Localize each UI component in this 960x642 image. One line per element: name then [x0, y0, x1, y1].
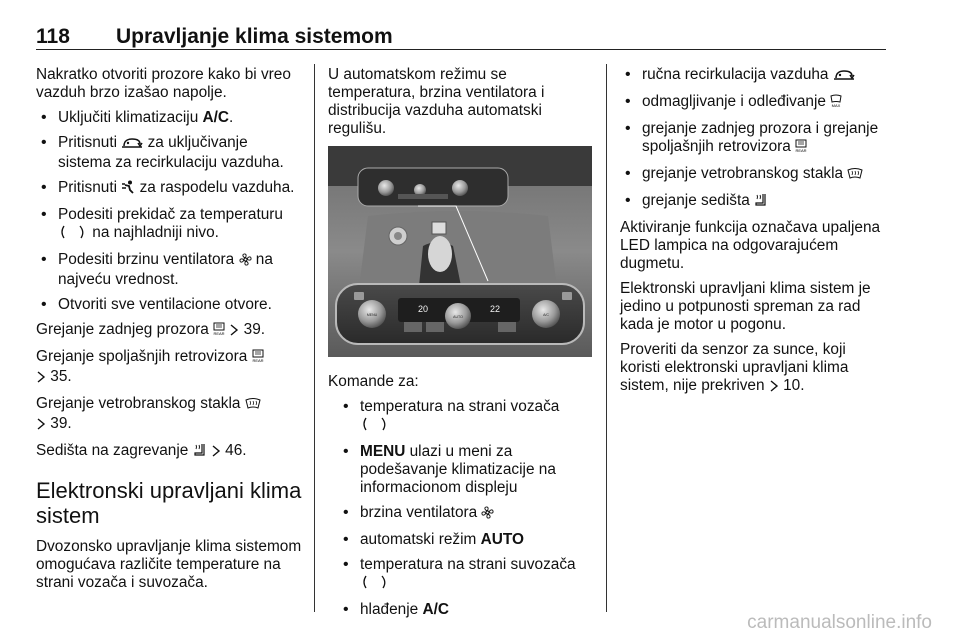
- recirculation-icon: [833, 68, 855, 86]
- header-rule: [36, 49, 886, 50]
- list-item: • temperatura na strani suvozača: [338, 556, 596, 594]
- list-item: • Pritisnuti za raspodelu vazduha.: [36, 179, 304, 199]
- auto-mode-text: U automatskom režimu se temperatura, brzina ventilatora i distribucija vazduha automatski regulišu.: [328, 66, 545, 137]
- climate-control-photo: [328, 146, 592, 357]
- fan-icon: [239, 253, 252, 271]
- rear-window-heat-icon: [795, 139, 807, 158]
- list-item: • Otvoriti sve ventilacione otvore.: [36, 296, 304, 314]
- svg-text:MAX: MAX: [831, 103, 841, 108]
- mirror-heating-ref: Grejanje spoljašnjih retrovizora REAR 35.: [36, 348, 304, 388]
- list-item: • Podesiti prekidač za temperaturu na najhladniji nivo.: [36, 206, 304, 244]
- seat-heating-ref: Sedišta na zagrevanje 46.: [36, 442, 304, 462]
- windscreen-heating-ref: Grejanje vetrobranskog stakla 39.: [36, 395, 304, 435]
- list-item: • hlađenje A/C: [338, 601, 596, 619]
- led-text: Aktiviranje funkcija označava upaljena LED lampica na odgovarajućem dugmetu.: [620, 219, 881, 272]
- functions-list: [620, 66, 890, 212]
- engine-running-text: Elektronski upravljani klima sistem je jedino u potpunosti spreman za rad kada je motor u pogonu.: [620, 280, 871, 333]
- temperature-knob-icon: [58, 225, 88, 244]
- list-item: • ručna recirkulacija vazduha: [620, 66, 890, 86]
- svg-text:REAR: REAR: [213, 331, 225, 336]
- page-reference-arrow-icon: [229, 323, 239, 341]
- dual-zone-text: Dvozonsko upravljanje klima sistemom omogućava različite temperature na strani vozača i suvozača.: [36, 538, 302, 591]
- section-heading: Elektronski upravljani klima sistem: [36, 478, 302, 528]
- recirculation-icon: [121, 136, 143, 154]
- svg-text:REAR: REAR: [795, 148, 807, 153]
- list-item: • Pritisnuti za uključivanje sistema za recirkulaciju vazduha.: [36, 134, 304, 172]
- page-title: Upravljanje klima sistemom: [116, 25, 393, 48]
- list-item: • MENU ulazi u meni za podešavanje klimatizacije na informacionom displeju: [338, 443, 596, 497]
- page-number: 118: [36, 25, 70, 48]
- cooling-steps-list: [36, 109, 304, 314]
- seat-heat-icon: [193, 443, 207, 462]
- page-reference-arrow-icon: [36, 417, 46, 435]
- column-divider-1: [314, 64, 315, 612]
- list-item: • grejanje sedišta: [620, 192, 890, 212]
- photo-temp-right: 22: [490, 304, 501, 314]
- rear-window-heating-ref: Grejanje zadnjeg prozora REAR 39.: [36, 321, 304, 341]
- page-header: [36, 25, 886, 51]
- svg-text:REAR: REAR: [252, 358, 264, 363]
- windscreen-heat-icon: [847, 167, 863, 185]
- list-item: • odmagljivanje i odleđivanje MAX: [620, 93, 890, 113]
- temperature-knob-icon: [360, 575, 390, 594]
- sun-sensor-text: Proveriti da senzor za sunce, koji koristi elektronski upravljani klima sistem, nije prekriven 10.: [620, 341, 890, 397]
- photo-temp-left: 20: [418, 304, 429, 314]
- list-item: • temperatura na strani vozača: [338, 398, 596, 436]
- list-item: • Uključiti klimatizaciju A/C.: [36, 109, 304, 127]
- photo-menu-label: MENU: [366, 313, 378, 317]
- column-middle: [328, 66, 596, 626]
- list-item: • automatski režim AUTO: [338, 531, 596, 549]
- watermark: carmanualsonline.info: [747, 612, 932, 633]
- column-divider-2: [606, 64, 607, 612]
- controls-list: [338, 398, 596, 619]
- rear-window-heat-icon: [252, 349, 264, 368]
- air-distribution-icon: [121, 180, 135, 199]
- photo-ac-label: A/C: [543, 313, 549, 317]
- column-left: [36, 66, 304, 599]
- list-item: • Podesiti brzinu ventilatora na najveću vrednost.: [36, 251, 304, 289]
- list-item: • grejanje vetrobranskog stakla: [620, 165, 890, 185]
- photo-auto-label: AUTO: [453, 315, 463, 319]
- fan-icon: [481, 506, 494, 524]
- windscreen-heat-icon: [245, 397, 261, 415]
- column-right: [620, 66, 890, 404]
- rear-window-heat-icon: [213, 322, 225, 341]
- list-item: • brzina ventilatora: [338, 504, 596, 524]
- controls-label: Komande za:: [328, 373, 419, 390]
- page-reference-arrow-icon: [36, 370, 46, 388]
- page-reference-arrow-icon: [769, 379, 779, 397]
- list-item: • grejanje zadnjeg prozora i grejanje spoljašnjih retrovizora REAR: [620, 120, 890, 158]
- page-reference-arrow-icon: [211, 444, 221, 462]
- max-defrost-icon: [830, 94, 842, 113]
- seat-heat-icon: [754, 193, 768, 212]
- temperature-knob-icon: [360, 417, 390, 436]
- intro-text: Nakratko otvoriti prozore kako bi vreo vazduh brzo izašao napolje.: [36, 66, 291, 101]
